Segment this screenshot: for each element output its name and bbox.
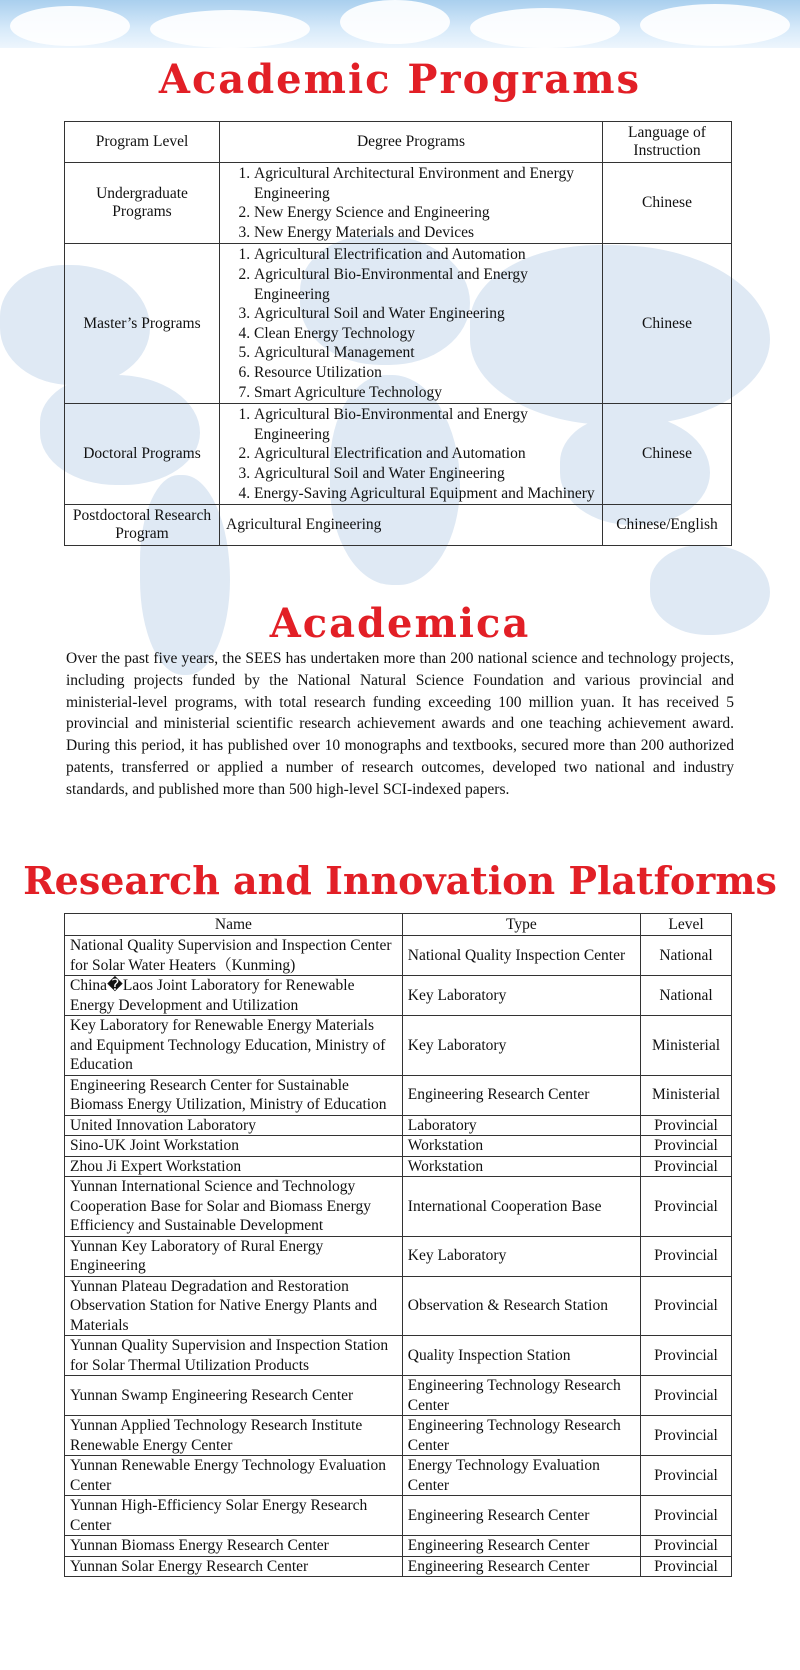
degree-item: 1. Agricultural Electrification and Automation: [254, 245, 596, 265]
program-level: Undergraduate Programs: [65, 163, 220, 244]
platform-type: Key Laboratory: [402, 1016, 640, 1076]
platform-type: Key Laboratory: [402, 976, 640, 1016]
degree-item: 4. Energy-Saving Agricultural Equipment and Machinery: [254, 484, 596, 504]
platform-type: Engineering Research Center: [402, 1556, 640, 1577]
platform-type: Laboratory: [402, 1115, 640, 1136]
platform-level: Provincial: [641, 1376, 732, 1416]
table-row: [65, 1556, 732, 1577]
degree-item: 6. Resource Utilization: [254, 363, 596, 383]
platform-level: National: [641, 936, 732, 976]
table-header-row: [65, 914, 732, 936]
platform-level: National: [641, 976, 732, 1016]
degree-item: 2. Agricultural Electrification and Automation: [254, 444, 596, 464]
platform-level: Provincial: [641, 1456, 732, 1496]
platform-name: Engineering Research Center for Sustainable Biomass Energy Utilization, Ministry of Education: [65, 1075, 403, 1115]
platform-level: Provincial: [641, 1536, 732, 1557]
platform-type: Engineering Research Center: [402, 1075, 640, 1115]
name-header: Name: [65, 914, 403, 936]
platform-name: Yunnan High-Efficiency Solar Energy Research Center: [65, 1496, 403, 1536]
degree-list: [220, 244, 603, 404]
table-row: [65, 976, 732, 1016]
sky-banner: [0, 0, 800, 48]
type-header: Type: [402, 914, 640, 936]
platform-level: Provincial: [641, 1177, 732, 1237]
platform-type: Workstation: [402, 1156, 640, 1177]
platform-type: Engineering Technology Research Center: [402, 1376, 640, 1416]
table-row: [65, 1075, 732, 1115]
degree-item: 3. Agricultural Soil and Water Engineering: [254, 464, 596, 484]
academic-programs-title: Academic Programs: [158, 56, 642, 103]
program-level-header: Program Level: [65, 122, 220, 163]
table-row: [65, 244, 732, 404]
platform-type: National Quality Inspection Center: [402, 936, 640, 976]
platform-level: Provincial: [641, 1136, 732, 1157]
platform-name: China�Laos Joint Laboratory for Renewable Energy Development and Utilization: [65, 976, 403, 1016]
platform-name: Yunnan Key Laboratory of Rural Energy Engineering: [65, 1236, 403, 1276]
table-row: [65, 1376, 732, 1416]
platform-level: Provincial: [641, 1156, 732, 1177]
language-header: Language of Instruction: [603, 122, 732, 163]
degree-item: 5. Agricultural Management: [254, 343, 596, 363]
platform-level: Ministerial: [641, 1016, 732, 1076]
platform-level: Ministerial: [641, 1075, 732, 1115]
platform-level: Provincial: [641, 1236, 732, 1276]
table-header-row: [65, 122, 732, 163]
degree-programs-header: Degree Programs: [220, 122, 603, 163]
table-row: [65, 1536, 732, 1557]
degree-item: 3. New Energy Materials and Devices: [254, 223, 596, 243]
language: Chinese: [603, 404, 732, 505]
degree-item: 2. Agricultural Bio-Environmental and Energy Engineering: [254, 265, 596, 304]
table-row: [65, 1016, 732, 1076]
platform-level: Provincial: [641, 1416, 732, 1456]
platform-type: Key Laboratory: [402, 1236, 640, 1276]
platform-name: National Quality Supervision and Inspection Center for Solar Water Heaters（Kunming): [65, 936, 403, 976]
language: Chinese: [603, 163, 732, 244]
platform-name: Yunnan Applied Technology Research Institute Renewable Energy Center: [65, 1416, 403, 1456]
degree-item: 1. Agricultural Architectural Environment and Energy Engineering: [254, 164, 596, 203]
platform-type: Workstation: [402, 1136, 640, 1157]
platform-level: Provincial: [641, 1276, 732, 1336]
table-row: [65, 404, 732, 505]
program-level: Postdoctoral Research Program: [65, 505, 220, 546]
degree-item: 3. Agricultural Soil and Water Engineering: [254, 304, 596, 324]
table-row: [65, 1416, 732, 1456]
platforms-title: Research and Innovation Platforms: [23, 858, 777, 903]
academica-paragraph: Over the past five years, the SEES has undertaken more than 200 national science and technology projects, including projects funded by the National Natural Science Foundation and various provincial and ministerial-level programs, with total research funding exceeding 100 million yuan. It has received 5 provincial and ministerial scientific research achievement awards and one teaching achievement award. During this period, it has published over 10 monographs and textbooks, secured more than 200 authorized patents, transferred or applied a number of research outcomes, developed two national and industry standards, and published more than 500 high-level SCI-indexed papers.: [66, 650, 734, 798]
table-row: [65, 1276, 732, 1336]
platform-name: Yunnan International Science and Technology Cooperation Base for Solar and Biomass Energy Efficiency and Sustainable Development: [65, 1177, 403, 1237]
degree-item: 2. New Energy Science and Engineering: [254, 203, 596, 223]
degree-list: [220, 404, 603, 505]
platform-name: Zhou Ji Expert Workstation: [65, 1156, 403, 1177]
platform-level: Provincial: [641, 1496, 732, 1536]
platform-name: Yunnan Swamp Engineering Research Center: [65, 1376, 403, 1416]
table-row: [65, 936, 732, 976]
level-header: Level: [641, 914, 732, 936]
table-row: [65, 1456, 732, 1496]
platform-name: Yunnan Plateau Degradation and Restoration Observation Station for Native Energy Plants and Materials: [65, 1276, 403, 1336]
platform-type: Engineering Research Center: [402, 1496, 640, 1536]
platform-level: Provincial: [641, 1115, 732, 1136]
table-row: [65, 505, 732, 546]
table-row: [65, 1236, 732, 1276]
platform-type: International Cooperation Base: [402, 1177, 640, 1237]
academic-programs-table: [64, 121, 732, 546]
platform-type: Energy Technology Evaluation Center: [402, 1456, 640, 1496]
table-row: [65, 1156, 732, 1177]
table-row: [65, 1177, 732, 1237]
platform-name: Yunnan Biomass Energy Research Center: [65, 1536, 403, 1557]
platform-name: Yunnan Renewable Energy Technology Evaluation Center: [65, 1456, 403, 1496]
platform-name: Key Laboratory for Renewable Energy Materials and Equipment Technology Education, Ministry of Education: [65, 1016, 403, 1076]
platform-type: Engineering Technology Research Center: [402, 1416, 640, 1456]
degree-item: 7. Smart Agriculture Technology: [254, 383, 596, 403]
platforms-table: [64, 913, 732, 1577]
platform-name: United Innovation Laboratory: [65, 1115, 403, 1136]
platform-name: Sino-UK Joint Workstation: [65, 1136, 403, 1157]
degree-item: 1. Agricultural Bio-Environmental and Energy Engineering: [254, 405, 596, 444]
table-row: [65, 1136, 732, 1157]
language: Chinese: [603, 244, 732, 404]
platform-level: Provincial: [641, 1556, 732, 1577]
academica-title: Academica: [269, 600, 531, 647]
language: Chinese/English: [603, 505, 732, 546]
table-row: [65, 1496, 732, 1536]
platform-type: Quality Inspection Station: [402, 1336, 640, 1376]
platform-type: Engineering Research Center: [402, 1536, 640, 1557]
platform-name: Yunnan Quality Supervision and Inspection Station for Solar Thermal Utilization Products: [65, 1336, 403, 1376]
platform-level: Provincial: [641, 1336, 732, 1376]
degree-list: [220, 163, 603, 244]
degree-item: 4. Clean Energy Technology: [254, 324, 596, 344]
platform-name: Yunnan Solar Energy Research Center: [65, 1556, 403, 1577]
table-row: [65, 1336, 732, 1376]
table-row: [65, 1115, 732, 1136]
program-level: Doctoral Programs: [65, 404, 220, 505]
table-row: [65, 163, 732, 244]
platform-type: Observation & Research Station: [402, 1276, 640, 1336]
degree-text: Agricultural Engineering: [220, 505, 603, 546]
program-level: Master’s Programs: [65, 244, 220, 404]
